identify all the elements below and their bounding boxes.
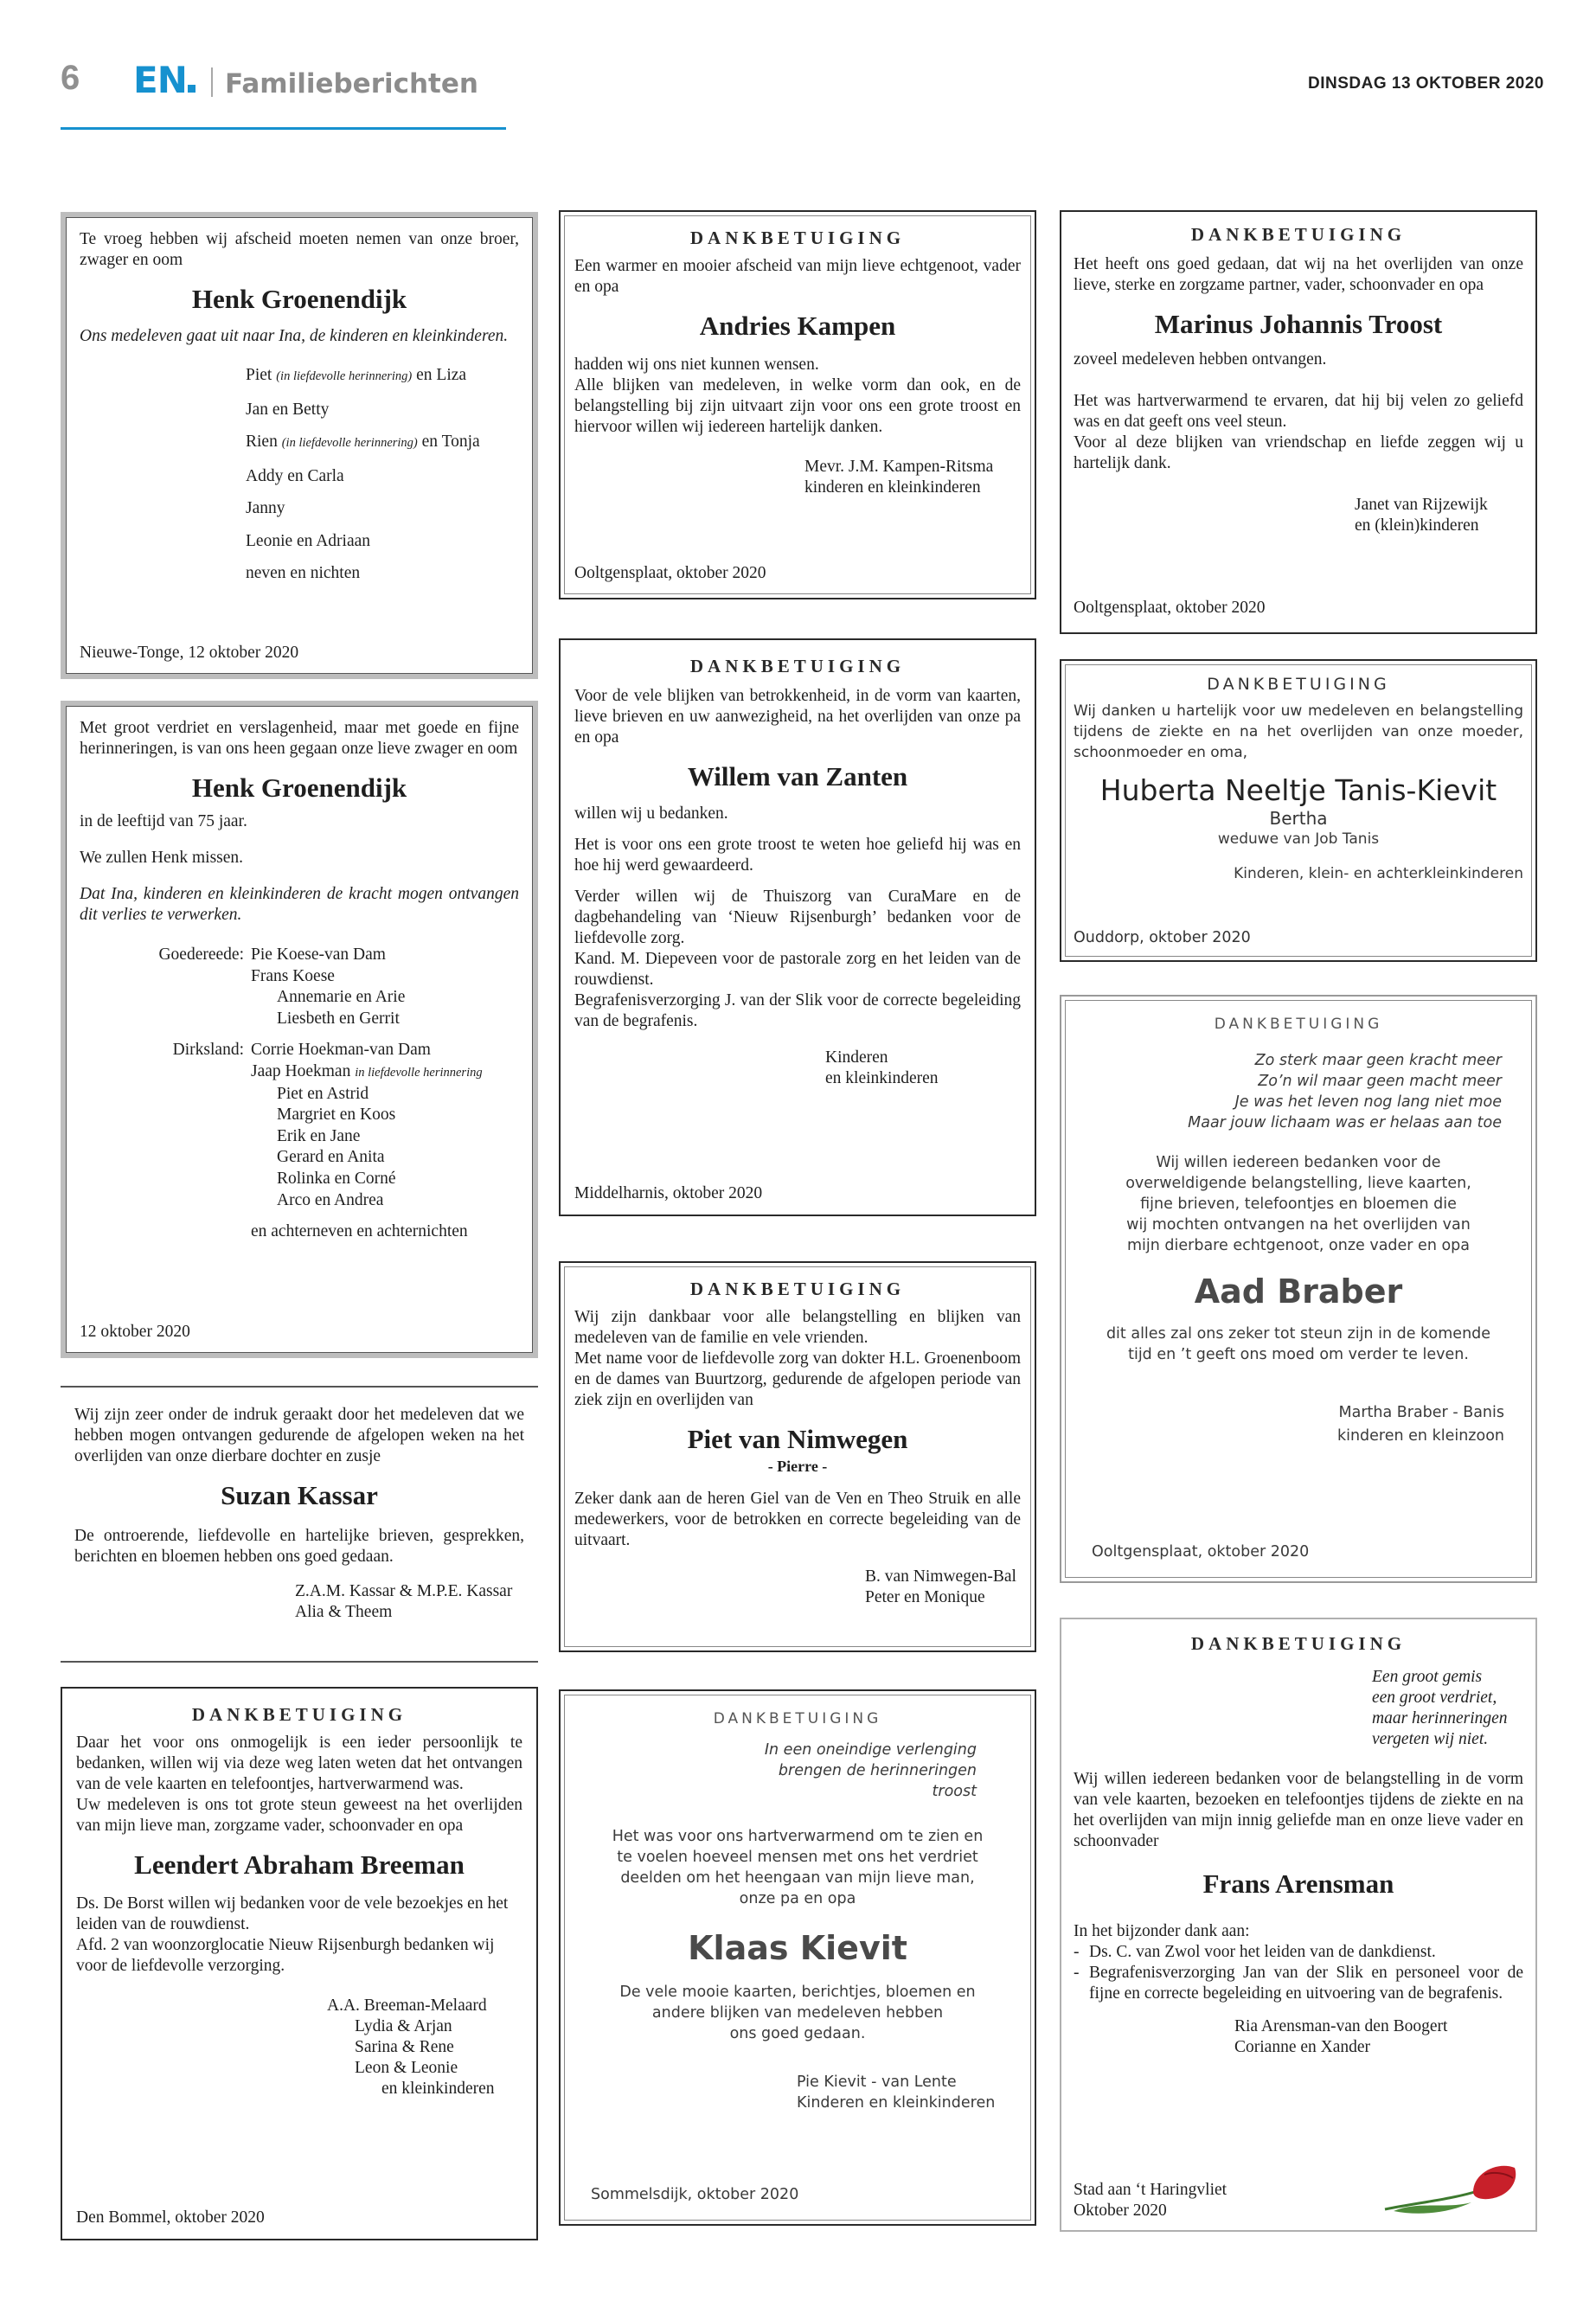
notice-body-2: Alle blijken van medeleven, in welke vorm dan ook, en de belangstelling bij zijn uitvaart zijn voor ons een grote troost en hiervoor willen wij iedereen hartelijk danken. bbox=[574, 376, 1021, 436]
notice-andries-kampen bbox=[559, 210, 1036, 599]
signer: en (klein)kinderen bbox=[1355, 516, 1479, 535]
place-date: Ooltgensplaat, oktober 2020 bbox=[1074, 599, 1266, 617]
page-header bbox=[61, 59, 1544, 101]
thanks-list: - Ds. C. van Zwol voor het leiden van de dankdienst. - Begrafenisverzorging Jan van der Slik en personeel voor de fijne en correcte begeleiding en uitvoering van de begrafenis. bbox=[1074, 1943, 1523, 2003]
nickname: Bertha bbox=[1269, 808, 1328, 829]
place-date: Middelharnis, oktober 2020 bbox=[574, 1184, 763, 1202]
poem-line: maar herinneringen bbox=[1372, 1709, 1508, 1727]
notice-intro-2: Uw medeleven is ons tot grote steun geweest na het overlijden van mijn lieve man, zorgzame vader, schoonvader en opa bbox=[76, 1796, 522, 1835]
notice-body-1: Ds. De Borst willen wij bedanken voor de vele bezoekjes en het leiden van de rouwdienst. bbox=[76, 1894, 509, 1933]
place-date: Ouddorp, oktober 2020 bbox=[1074, 929, 1251, 946]
notice-intro: Voor de vele blijken van betrokkenheid, in de vorm van kaarten, lieve brieven en uw aanwezigheid, na het overlijden van onze pa en opa bbox=[574, 687, 1021, 747]
closing-line: en achterneven en achternichten bbox=[251, 1222, 468, 1241]
signer: kinderen en kleinzoon bbox=[1336, 1427, 1504, 1445]
notice-body: Zeker dank aan de heren Giel van de Ven en Theo Struik en alle medewerkers, voor de betrokken en correcte begeleiding van de uitvaart. bbox=[574, 1490, 1021, 1549]
signers bbox=[865, 1567, 1021, 1608]
notice-message: Ons medeleven gaat uit naar Ina, de kinderen en kleinkinderen. bbox=[80, 327, 509, 345]
signer: Janny bbox=[246, 499, 285, 517]
poem-line: Een groot gemis bbox=[1372, 1668, 1483, 1686]
signer: Addy en Carla bbox=[246, 466, 344, 485]
signer: Jan en Betty bbox=[246, 400, 330, 419]
family-member: Frans Koese bbox=[251, 966, 335, 985]
notice-suzan-kassar bbox=[61, 1386, 538, 1663]
deceased-name: Klaas Kievit bbox=[688, 1929, 907, 1967]
family-member: Arco en Andrea bbox=[277, 1190, 384, 1209]
notice-heading: DANKBETUIGING bbox=[1214, 1016, 1383, 1033]
signer: Piet (in liefdevolle herinnering) en Liza bbox=[246, 366, 467, 384]
notice-heading: DANKBETUIGING bbox=[689, 1279, 906, 1299]
signer: Leonie en Adriaan bbox=[246, 531, 371, 550]
section-title: Familieberichten bbox=[225, 68, 478, 99]
place-date: Nieuwe-Tonge, 12 oktober 2020 bbox=[80, 644, 299, 662]
notice-body-3: Verder willen wij de Thuiszorg van CuraMare en de dagbehandeling van ‘Nieuw Rijsenburgh’ bedanken voor de liefdevolle zorg. bbox=[574, 888, 1021, 947]
signers bbox=[1234, 2016, 1523, 2058]
newspaper-logo bbox=[133, 59, 195, 101]
poem-line: vergeten wij niet. bbox=[1372, 1730, 1489, 1748]
signers bbox=[246, 359, 519, 590]
signer: Corianne en Xander bbox=[1234, 2038, 1371, 2056]
miss-line: We zullen Henk missen. bbox=[80, 849, 244, 867]
notice-intro: Wij zijn dankbaar voor alle belangstelling en blijken van medeleven van de familie en vele vrienden. bbox=[574, 1308, 1021, 1347]
poem bbox=[1372, 1667, 1523, 1750]
thanks-item: Begrafenisverzorging Jan van der Slik en personeel voor de fijne en correcte begeleiding en uitvoering van de begrafenis. bbox=[1089, 1964, 1523, 2003]
deceased-name: Piet van Nimwegen bbox=[687, 1424, 908, 1454]
notice-body-5: Begrafenisverzorging J. van der Slik voor de correcte begeleiding van de begrafenis. bbox=[574, 991, 1021, 1030]
poem-line: Zo’n wil maar geen macht meer bbox=[1258, 1073, 1502, 1090]
notice-leendert-breeman bbox=[61, 1687, 538, 2240]
family-member: Pie Koese-van Dam bbox=[251, 945, 386, 964]
poem-line: Zo sterk maar geen kracht meer bbox=[1254, 1052, 1502, 1069]
date: Oktober 2020 bbox=[1074, 2202, 1167, 2220]
signers bbox=[1355, 495, 1523, 536]
notice-klaas-kievit bbox=[559, 1689, 1036, 2226]
signer: en kleinkinderen bbox=[381, 2080, 495, 2098]
deceased-name: Henk Groenendijk bbox=[191, 772, 407, 803]
notice-body: De vele mooie kaarten, berichtjes, bloemen en andere blijken van medeleven hebben ons goed gedaan. bbox=[619, 1984, 976, 2042]
place: Stad aan ‘t Haringvliet bbox=[1074, 2181, 1227, 2199]
deceased-name: Huberta Neeltje Tanis-Kievit bbox=[1099, 773, 1497, 807]
signer: neven en nichten bbox=[246, 564, 361, 582]
signer: Lydia & Arjan bbox=[355, 2017, 452, 2035]
family-member: Erik en Jane bbox=[277, 1126, 361, 1145]
thanks-item: Ds. C. van Zwol voor het leiden van de dankdienst. bbox=[1089, 1943, 1436, 1961]
notice-intro: Wij willen iedereen bedanken voor de belangstelling in de vorm van vele kaarten, bezoeken en telefoontjes tijdens de ziekte en na het overlijden van mijn innig geliefde man en onze lieve vader en schoonvader bbox=[1074, 1770, 1523, 1850]
page-number: 6 bbox=[61, 59, 80, 97]
age-line: in de leeftijd van 75 jaar. bbox=[80, 812, 247, 830]
signers bbox=[1074, 1401, 1523, 1448]
signers bbox=[804, 457, 1021, 498]
deceased-name: Leendert Abraham Breeman bbox=[134, 1849, 465, 1880]
notice-body: dit alles zal ons zeker tot steun zijn in de komende tijd en ’t geeft ons moed om verder te leven. bbox=[1106, 1325, 1491, 1363]
family-member: Margriet en Koos bbox=[277, 1106, 396, 1125]
notice-henk-groenendijk-2 bbox=[61, 701, 538, 1358]
notice-intro-2: Met name voor de liefdevolle zorg van dokter H.L. Groenenboom en de dames van Buurtzorg, gedurende de afgelopen periode van ziek zijn en overlijden van bbox=[574, 1349, 1021, 1409]
deceased-name: Frans Arensman bbox=[1202, 1868, 1394, 1899]
place-date: Ooltgensplaat, oktober 2020 bbox=[574, 564, 766, 582]
notice-aad-braber bbox=[1060, 995, 1537, 1583]
notice-body-2: Het is voor ons een grote troost te weten hoe geliefd hij was en hoe hij werd gewaardeerd. bbox=[574, 836, 1021, 875]
signer: Janet van Rijzewijk bbox=[1355, 496, 1488, 514]
notice-body-2: Het was hartverwarmend te ervaren, dat hij bij velen zo geliefd was en dat geeft ons veel steun. bbox=[1074, 392, 1523, 431]
family-member: Gerard en Anita bbox=[277, 1148, 385, 1167]
notice-heading: DANKBETUIGING bbox=[191, 1704, 407, 1725]
signer: Ria Arensman-van den Boogert bbox=[1234, 2017, 1448, 2035]
notice-intro: Te vroeg hebben wij afscheid moeten nemen van onze broer, zwager en oom bbox=[80, 230, 519, 269]
quote-line: In een oneindige verlenging bbox=[764, 1741, 977, 1759]
signer: Sarina & Rene bbox=[355, 2038, 454, 2056]
notice-huberta-tanis-kievit bbox=[1060, 659, 1537, 962]
deceased-name: Henk Groenendijk bbox=[191, 284, 407, 314]
notice-body-4: Kand. M. Diepeveen voor de pastorale zorg en het leiden van de rouwdienst. bbox=[574, 950, 1021, 989]
header-divider bbox=[211, 67, 213, 97]
notice-heading: DANKBETUIGING bbox=[1207, 675, 1390, 694]
notice-heading: DANKBETUIGING bbox=[689, 656, 906, 676]
signer: Peter en Monique bbox=[865, 1588, 985, 1606]
place-label: Goedereede: bbox=[158, 945, 244, 964]
family-member: Corrie Hoekman-van Dam bbox=[251, 1041, 431, 1060]
poem-line: Maar jouw lichaam was er helaas aan toe bbox=[1188, 1114, 1502, 1131]
header-underline bbox=[61, 127, 506, 130]
logo-text: EN bbox=[133, 59, 187, 101]
wish-line: Dat Ina, kinderen en kleinkinderen de kracht mogen ontvangen dit verlies te verwerken. bbox=[80, 885, 519, 924]
notice-intro: Wij willen iedereen bedanken voor de overweldigende belangstelling, lieve kaarten, fijne brieven, telefoontjes en bloemen die wij mochten ontvangen na het overlijden van mijn dierbare echtgenoot, onze vader en opa bbox=[1125, 1154, 1471, 1254]
signers: Kinderen, klein- en achterkleinkinderen bbox=[1234, 865, 1523, 882]
notice-body-1: zoveel medeleven hebben ontvangen. bbox=[1074, 350, 1327, 369]
notice-body-1: hadden wij ons niet kunnen wensen. bbox=[574, 356, 819, 374]
tulip-icon bbox=[1376, 2149, 1523, 2218]
notice-date: 12 oktober 2020 bbox=[80, 1323, 190, 1341]
deceased-name: Suzan Kassar bbox=[221, 1480, 378, 1510]
signer: en kleinkinderen bbox=[825, 1069, 939, 1087]
place-date: Ooltgensplaat, oktober 2020 bbox=[1092, 1543, 1310, 1561]
signer: Alia & Theem bbox=[295, 1603, 393, 1621]
notice-body: De ontroerende, liefdevolle en hartelijke brieven, gesprekken, berichten en bloemen hebben ons goed gedaan. bbox=[74, 1527, 524, 1566]
notice-intro: Wij zijn zeer onder de indruk geraakt door het medeleven dat we hebben mogen ontvangen gedurende de afgelopen weken na het overlijden van onze dierbare dochter en zusje bbox=[74, 1406, 524, 1465]
signer: Mevr. J.M. Kampen-Ritsma bbox=[804, 458, 994, 476]
notice-willem-van-zanten bbox=[559, 638, 1036, 1216]
poem bbox=[1074, 1050, 1523, 1133]
signer: Martha Braber - Banis bbox=[1338, 1404, 1504, 1421]
notice-piet-van-nimwegen bbox=[559, 1261, 1036, 1652]
signer: Leon & Leonie bbox=[355, 2059, 458, 2077]
notice-heading: DANKBETUIGING bbox=[1190, 1633, 1407, 1654]
notice-marinus-troost bbox=[1060, 210, 1537, 634]
notice-intro: Het heeft ons goed gedaan, dat wij na het overlijden van onze lieve, sterke en zorgzame partner, vader, schoonvader en opa bbox=[1074, 255, 1523, 294]
signer: B. van Nimwegen-Bal bbox=[865, 1567, 1016, 1586]
notice-henk-groenendijk-1 bbox=[61, 212, 538, 679]
deceased-name: Willem van Zanten bbox=[687, 761, 908, 792]
signer: A.A. Breeman-Melaard bbox=[327, 1997, 487, 2015]
notice-intro: Een warmer en mooier afscheid van mijn lieve echtgenoot, vader en opa bbox=[574, 257, 1021, 296]
family-member: Rolinka en Corné bbox=[277, 1169, 396, 1188]
family-list bbox=[80, 945, 519, 1243]
signer: Rien (in liefdevolle herinnering) en Tonja bbox=[246, 433, 480, 451]
signer: Z.A.M. Kassar & M.P.E. Kassar bbox=[295, 1582, 513, 1600]
place-label: Dirksland: bbox=[172, 1041, 244, 1060]
tulip-bloom bbox=[1473, 2166, 1516, 2199]
notice-body-1: willen wij u bedanken. bbox=[574, 804, 728, 823]
signer: kinderen en kleinkinderen bbox=[804, 478, 981, 497]
place-date: Den Bommel, oktober 2020 bbox=[76, 2208, 265, 2227]
notice-intro: Het was voor ons hartverwarmend om te zien en te voelen hoeveel mensen met ons het verdriet deelden om het heengaan van mijn lieve man, onze pa en opa bbox=[612, 1828, 984, 1907]
thanks-label: In het bijzonder dank aan: bbox=[1074, 1922, 1250, 1940]
notice-body-3: Voor al deze blijken van vriendschap en liefde zeggen wij u hartelijk dank. bbox=[1074, 433, 1523, 472]
deceased-name: Andries Kampen bbox=[699, 311, 896, 341]
signer: Pie Kievit - van Lente bbox=[797, 2073, 957, 2091]
issue-date: DINSDAG 13 OKTOBER 2020 bbox=[1307, 74, 1544, 93]
widow-line: weduwe van Job Tanis bbox=[1217, 830, 1380, 848]
deceased-name: Marinus Johannis Troost bbox=[1154, 309, 1443, 339]
quote bbox=[760, 1740, 977, 1802]
signer: Kinderen en kleinkinderen bbox=[797, 2094, 996, 2112]
place-date: Sommelsdijk, oktober 2020 bbox=[591, 2186, 799, 2203]
notice-intro: Met groot verdriet en verslagenheid, maar met goede en fijne herinneringen, is van ons heen gegaan onze lieve zwager en oom bbox=[80, 719, 519, 758]
family-member: Jaap Hoekman in liefdevolle herinnering bbox=[251, 1061, 483, 1080]
notice-frans-arensman bbox=[1060, 1618, 1537, 2232]
logo-dot-icon bbox=[188, 85, 195, 93]
family-member: Annemarie en Arie bbox=[277, 988, 406, 1007]
poem-line: een groot verdriet, bbox=[1372, 1689, 1497, 1707]
family-member: Liesbeth en Gerrit bbox=[277, 1009, 400, 1028]
signer: Kinderen bbox=[825, 1048, 888, 1067]
notice-body-2: Afd. 2 van woonzorglocatie Nieuw Rijsenburgh bedanken wij voor de liefdevolle verzorging. bbox=[76, 1936, 495, 1975]
signers bbox=[295, 1581, 524, 1623]
notice-heading: DANKBETUIGING bbox=[1190, 224, 1407, 245]
poem-line: Je was het leven nog lang niet moe bbox=[1234, 1093, 1502, 1111]
notice-intro: Daar het voor ons onmogelijk is een ieder persoonlijk te bedanken, willen wij via deze weg laten weten dat het ontvangen van de vele kaarten en telefoontjes, hartverwarmend was. bbox=[76, 1734, 522, 1793]
signers bbox=[825, 1048, 1021, 1089]
notice-intro: Wij danken u hartelijk voor uw medeleven en belangstelling tijdens de ziekte en na het overlijden van onze moeder, schoonmoeder en oma, bbox=[1074, 702, 1523, 761]
place-date bbox=[1074, 2180, 1227, 2221]
notice-heading: DANKBETUIGING bbox=[689, 228, 906, 248]
tulip-leaf bbox=[1394, 2202, 1471, 2214]
signers bbox=[327, 1996, 522, 2099]
deceased-name: Aad Braber bbox=[1194, 1272, 1403, 1311]
signers bbox=[797, 2072, 1021, 2113]
quote-line: brengen de herinneringen troost bbox=[778, 1762, 977, 1800]
nickname: - Pierre - bbox=[767, 1458, 828, 1475]
family-member: Piet en Astrid bbox=[277, 1084, 369, 1103]
notice-heading: DANKBETUIGING bbox=[713, 1710, 882, 1727]
